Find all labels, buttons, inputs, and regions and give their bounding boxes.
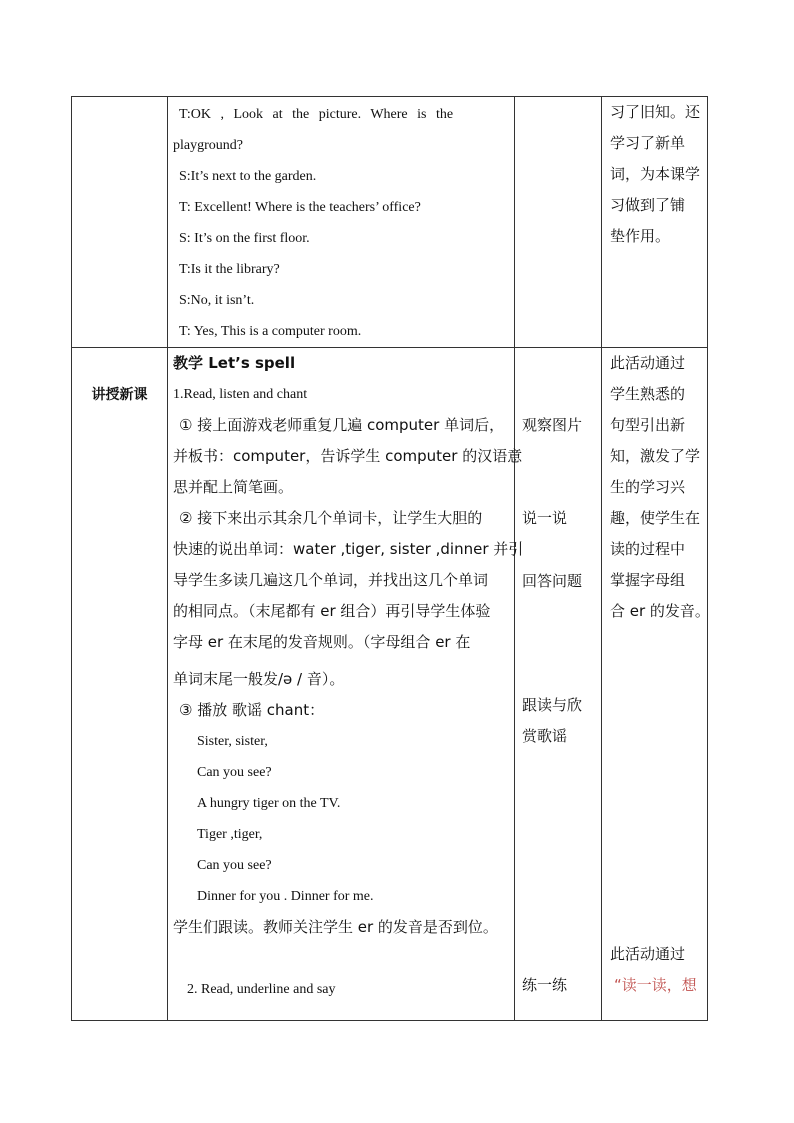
activity-text: 观察图片 — [522, 416, 583, 434]
dialogue-line: S:It’s next to the garden. — [179, 169, 317, 184]
activity-text: 说一说 — [522, 509, 568, 527]
purpose-line: 垫作用。 — [610, 227, 671, 245]
activity-text: 赏歌谣 — [522, 727, 568, 745]
step-line: 单词末尾一般发/ə / 音）。 — [173, 670, 345, 688]
step-line: ③ 播放 歌谣 chant： — [179, 701, 325, 719]
step-line: 字母 er 在末尾的发音规则。（字母组合 er 在 — [173, 633, 471, 651]
step-line: 的相同点。（末尾都有 er 组合）再引导学生体验 — [173, 602, 491, 620]
table-row — [72, 348, 708, 1021]
activity-text: 跟读与欣 — [522, 696, 583, 714]
stage-label: 讲授新课 — [91, 387, 148, 403]
purpose-cell — [602, 97, 708, 348]
section-title: 教学 Let’s spell — [173, 354, 296, 372]
process-cell — [168, 97, 515, 348]
dialogue-line: T:OK , Look at the picture. Where is the — [179, 107, 454, 122]
dialogue-line: T: Yes, This is a computer room. — [179, 324, 362, 339]
dialogue-line: T: Excellent! Where is the teachers’ office? — [179, 200, 421, 215]
dialogue-line: playground? — [173, 138, 243, 153]
dialogue-line: S:No, it isn’t. — [179, 293, 255, 308]
purpose-line: 趣，使学生在 — [610, 509, 701, 527]
purpose-line: 习了旧知。还 — [610, 103, 701, 121]
chant-line: A hungry tiger on the TV. — [197, 796, 341, 811]
step-line: 思并配上简笔画。 — [173, 478, 294, 496]
chant-line: Dinner for you . Dinner for me. — [197, 889, 374, 904]
step-line: 并板书：computer，告诉学生 computer 的汉语意 — [173, 447, 523, 465]
stage-cell — [72, 348, 168, 1021]
step-line: 学生们跟读。教师关注学生 er 的发音是否到位。 — [173, 918, 498, 936]
purpose-line: 学生熟悉的 — [610, 385, 686, 403]
purpose-line: 此活动通过 — [610, 354, 686, 372]
dialogue-line: T:Is it the library? — [179, 262, 280, 277]
step-line: ① 接上面游戏老师重复几遍 computer 单词后， — [179, 416, 505, 434]
step-title: 1.Read, listen and chant — [173, 387, 308, 402]
purpose-line: 读的过程中 — [610, 540, 686, 558]
activity-text: 练一练 — [522, 976, 568, 994]
purpose-line: 生的学习兴 — [610, 478, 686, 496]
chant-line: Can you see? — [197, 765, 272, 780]
activity-cell — [515, 348, 602, 1021]
purpose-line: 合 er 的发音。 — [610, 602, 710, 620]
step-line: 导学生多读几遍这几个单词，并找出这几个单词 — [173, 571, 489, 589]
chant-line: Sister, sister, — [197, 734, 268, 749]
purpose-line: 此活动通过 — [610, 945, 686, 963]
purpose-line: 学习了新单 — [610, 134, 686, 152]
purpose-line: 习做到了铺 — [610, 196, 686, 214]
purpose-line: 掌握字母组 — [610, 571, 686, 589]
purpose-line: 句型引出新 — [610, 416, 686, 434]
purpose-line: 词，为本课学 — [610, 165, 701, 183]
purpose-cell — [602, 348, 708, 1021]
lesson-plan-table — [71, 96, 708, 1021]
stage-cell — [72, 97, 168, 348]
process-cell — [168, 348, 524, 1021]
purpose-line: 知，激发了学 — [610, 447, 701, 465]
table-row — [72, 97, 708, 348]
chant-line: Can you see? — [197, 858, 272, 873]
purpose-line-highlight: “读一读，想 — [614, 976, 697, 994]
step-line: 快速的说出单词：water ,tiger, sister ,dinner 并引 — [173, 540, 524, 558]
chant-line: Tiger ,tiger, — [197, 827, 263, 842]
step-title: 2. Read, underline and say — [187, 982, 336, 997]
activity-cell — [515, 97, 602, 348]
activity-text: 回答问题 — [522, 572, 583, 590]
dialogue-line: S: It’s on the first floor. — [179, 231, 310, 246]
step-line: ② 接下来出示其余几个单词卡，让学生大胆的 — [179, 509, 483, 527]
